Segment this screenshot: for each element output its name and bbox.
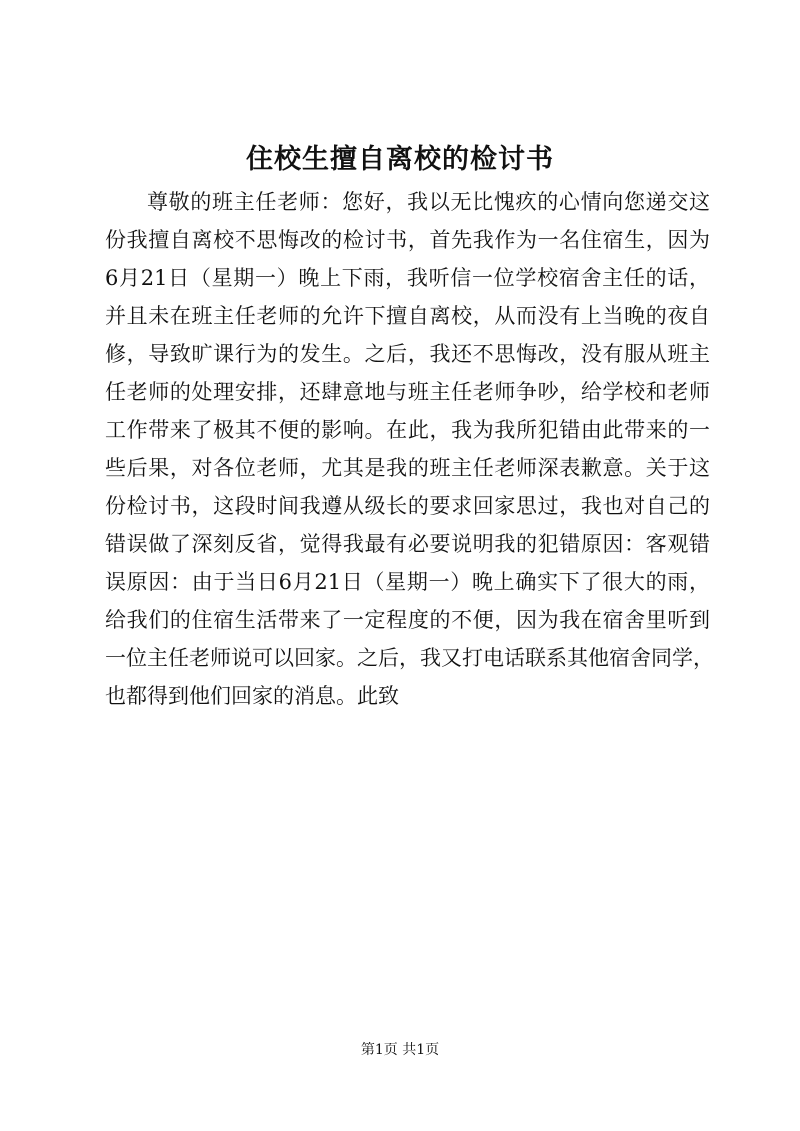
body-line: 工作带来了极其不便的影响。在此，我为我所犯错由此带来的一 [105, 418, 710, 442]
body-line: 修，导致旷课行为的发生。之后，我还不思悔改，没有服从班主 [105, 342, 710, 366]
page-footer: 第1页 共1页 [360, 1042, 440, 1058]
body-line: 给我们的住宿生活带来了一定程度的不便，因为我在宿舍里听到 [105, 608, 710, 632]
body-line: 并且未在班主任老师的允许下擅自离校，从而没有上当晚的夜自 [105, 304, 710, 328]
body-line: 也都得到他们回家的消息。此致 [105, 684, 399, 708]
body-line: 一位主任老师说可以回家。之后，我又打电话联系其他宿舍同学， [105, 646, 714, 670]
body-line: 误原因：由于当日6月21日（星期一）晚上确实下了很大的雨， [105, 570, 710, 594]
body-line: 任老师的处理安排，还肆意地与班主任老师争吵，给学校和老师 [105, 380, 710, 404]
body-line: 尊敬的班主任老师：您好，我以无比愧疚的心情向您递交这 [147, 190, 710, 214]
body-line: 份我擅自离校不思悔改的检讨书，首先我作为一名住宿生，因为 [105, 228, 710, 252]
body-line: 错误做了深刻反省，觉得我最有必要说明我的犯错原因：客观错 [105, 532, 710, 556]
document-title: 住校生擅自离校的检讨书 [246, 144, 554, 175]
document-body [105, 183, 714, 715]
body-line: 份检讨书，这段时间我遵从级长的要求回家思过，我也对自己的 [105, 494, 710, 518]
body-line: 6月21日（星期一）晚上下雨，我听信一位学校宿舍主任的话， [105, 266, 710, 290]
body-line: 些后果，对各位老师，尤其是我的班主任老师深表歉意。关于这 [105, 456, 710, 480]
